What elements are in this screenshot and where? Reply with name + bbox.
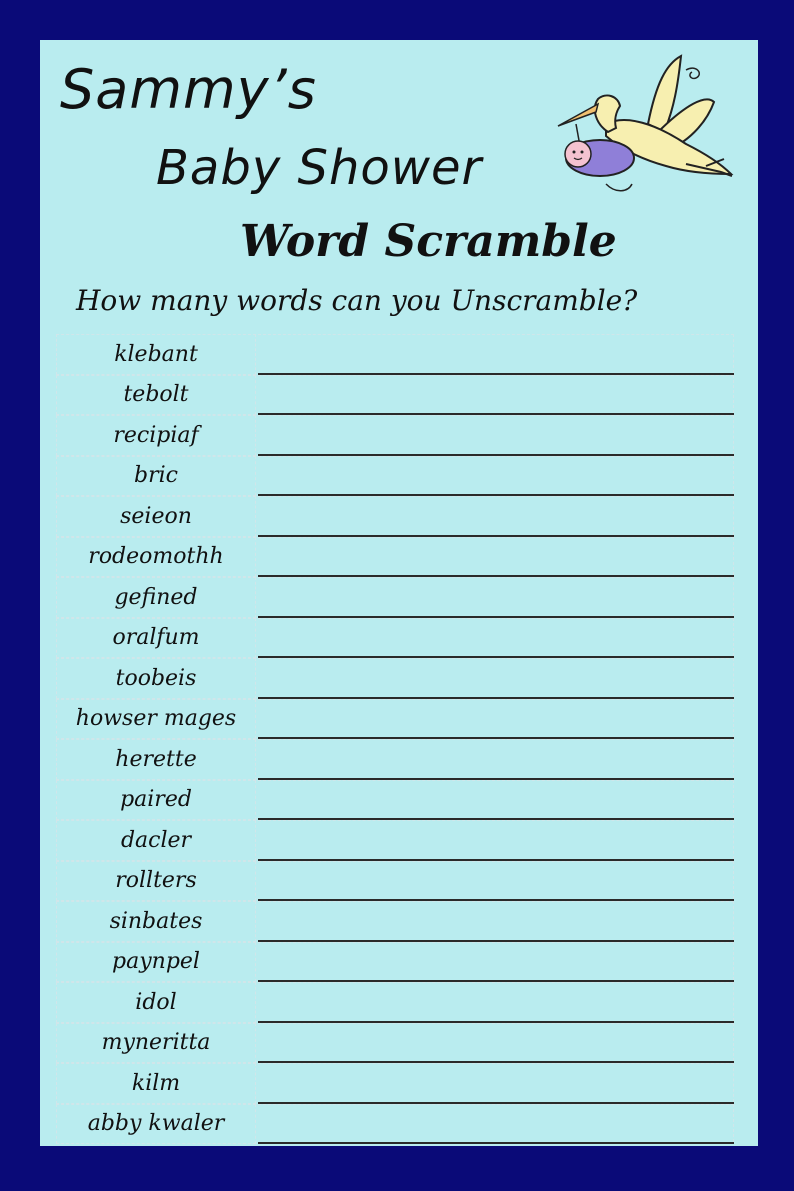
scrambled-word: howser mages: [56, 699, 256, 740]
game-title: Word Scramble: [240, 216, 617, 267]
answer-field[interactable]: [258, 1023, 734, 1062]
answer-field[interactable]: [258, 901, 734, 940]
scramble-row: [56, 537, 734, 578]
shower-name: Sammy’s: [60, 58, 317, 121]
answer-field[interactable]: [258, 618, 734, 657]
answer-field[interactable]: [258, 982, 734, 1021]
answer-field[interactable]: [258, 820, 734, 859]
scramble-row: [56, 415, 734, 456]
scrambled-word: paired: [56, 780, 256, 821]
scrambled-word: rollters: [56, 861, 256, 902]
scrambled-word: idol: [56, 982, 256, 1023]
answer-field[interactable]: [258, 739, 734, 778]
answer-field[interactable]: [258, 861, 734, 900]
scrambled-word: seieon: [56, 496, 256, 537]
scramble-row: [56, 658, 734, 699]
scramble-row: [56, 1023, 734, 1064]
scramble-row: [56, 861, 734, 902]
answer-field[interactable]: [258, 456, 734, 495]
game-card: [40, 40, 758, 1146]
scrambled-word: paynpel: [56, 942, 256, 983]
scrambled-word: oralfum: [56, 618, 256, 659]
scramble-row: [56, 901, 734, 942]
answer-field[interactable]: [258, 577, 734, 616]
scrambled-word: bric: [56, 456, 256, 497]
instructions: How many words can you Unscramble?: [76, 284, 638, 317]
scrambled-word: rodeomothh: [56, 537, 256, 578]
scramble-row: [56, 1063, 734, 1104]
scrambled-word: abby kwaler: [56, 1104, 256, 1145]
scrambled-word: tebolt: [56, 375, 256, 416]
scramble-row: [56, 577, 734, 618]
answer-line: [258, 1142, 734, 1144]
scrambled-word: gefined: [56, 577, 256, 618]
answer-field[interactable]: [258, 496, 734, 535]
answer-field[interactable]: [258, 334, 734, 373]
answer-field[interactable]: [258, 780, 734, 819]
scrambled-word: recipiaf: [56, 415, 256, 456]
answer-field[interactable]: [258, 375, 734, 414]
scrambled-word: herette: [56, 739, 256, 780]
scramble-row: [56, 982, 734, 1023]
scramble-row: [56, 334, 734, 375]
scramble-row: [56, 739, 734, 780]
scrambled-word: sinbates: [56, 901, 256, 942]
answer-field[interactable]: [258, 1063, 734, 1102]
scrambled-word: klebant: [56, 334, 256, 375]
scramble-row: [56, 496, 734, 537]
scramble-row: [56, 456, 734, 497]
answer-field[interactable]: [258, 942, 734, 981]
stork-carrying-baby-icon: [536, 54, 736, 214]
scrambled-word: dacler: [56, 820, 256, 861]
scramble-row: [56, 375, 734, 416]
answer-field[interactable]: [258, 415, 734, 454]
scramble-row: [56, 780, 734, 821]
scramble-row: [56, 699, 734, 740]
scrambled-word: kilm: [56, 1063, 256, 1104]
scramble-row: [56, 618, 734, 659]
scramble-row: [56, 820, 734, 861]
answer-field[interactable]: [258, 1104, 734, 1143]
scramble-row: [56, 1104, 734, 1145]
answer-field[interactable]: [258, 658, 734, 697]
scrambled-word: toobeis: [56, 658, 256, 699]
answer-field[interactable]: [258, 537, 734, 576]
scramble-list: [56, 334, 734, 1144]
answer-field[interactable]: [258, 699, 734, 738]
event-title: Baby Shower: [156, 140, 483, 196]
scrambled-word: myneritta: [56, 1023, 256, 1064]
scramble-row: [56, 942, 734, 983]
